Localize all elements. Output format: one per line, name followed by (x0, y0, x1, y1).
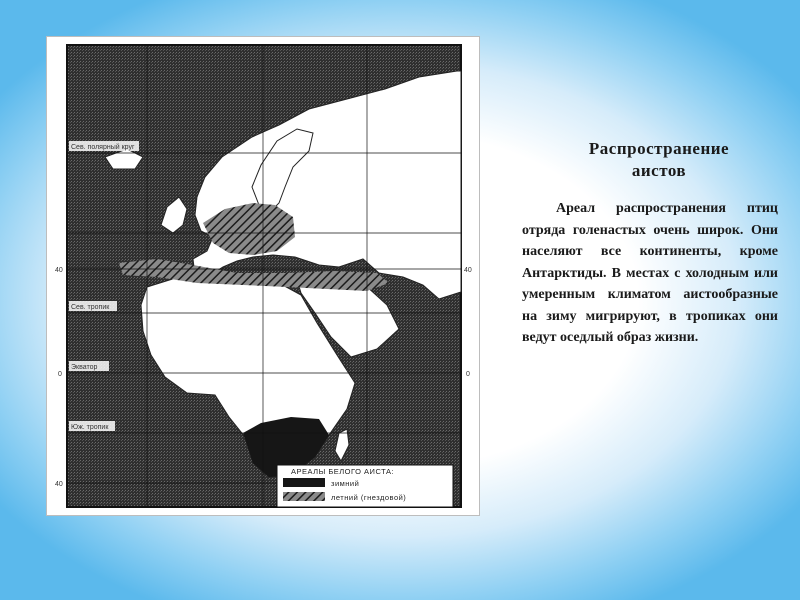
label-tropic-south: Юж. тропик (71, 424, 109, 431)
slide-title (534, 138, 784, 182)
lat-label-40n-right: 40 (464, 267, 472, 274)
lat-label-0-left: 0 (58, 371, 62, 378)
map-graphic (47, 37, 479, 515)
lat-label-40s-left: 40 (55, 481, 63, 488)
legend-title: АРЕАЛЫ БЕЛОГО АИСТА: (291, 467, 395, 476)
label-tropic-north: Сев. тропик (71, 304, 110, 311)
slide-body-text: Ареал распространения птиц отряда голенастых очень широк. Они населяют все континенты, кроме Антарктиды. В местах с холодным или умеренным климатом аистообразные на зиму мигрируют, в тропиках они ведут оседлый образ жизни. (522, 201, 778, 345)
slide-title-line2: аистов (631, 161, 687, 180)
legend-swatch-winter (283, 478, 325, 487)
stork-range-map (46, 36, 480, 516)
slide-title-line1: Распространение (588, 139, 730, 158)
legend-swatch-summer (283, 492, 325, 501)
lat-label-0-right: 0 (466, 371, 470, 378)
label-arctic-circle: Сев. полярный круг (71, 144, 135, 151)
lat-label-40n-left: 40 (55, 267, 63, 274)
legend-summer-label: летний (гнездовой) (331, 493, 407, 502)
label-equator: Экватор (71, 364, 98, 371)
map-legend (277, 465, 453, 507)
legend-winter-label: зимний (331, 479, 360, 488)
